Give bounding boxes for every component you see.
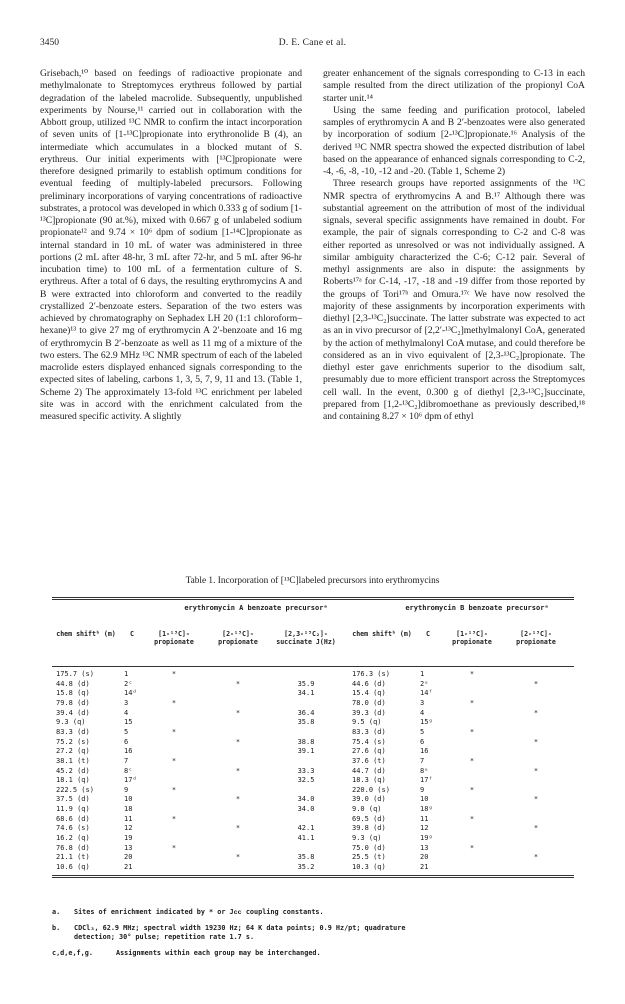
cell-shift-b: 39.8 (d) [352, 824, 386, 833]
cell-1c-b: * [469, 843, 475, 852]
cell-2c-b: * [533, 853, 539, 862]
cell-carbon-a: 13 [124, 843, 133, 852]
footnote-tag: c,d,e,f,g. [52, 948, 93, 957]
cell-1c-a: * [171, 698, 177, 707]
cell-succinate-a: 39.1 [297, 747, 315, 756]
cell-shift-b: 9.0 (q) [352, 805, 382, 814]
footnote-text: CDCl₃, 62.9 MHz; spectral width 19230 Hz; 64 K data points; 0.9 Hz/pt; quadrature [74, 923, 406, 932]
col-header-shift-b: chem shiftᵇ (m) [352, 630, 412, 638]
cell-carbon-a: 11 [124, 814, 133, 823]
cell-shift-a: 18.1 (q) [56, 776, 90, 785]
cell-shift-a: 37.5 (d) [56, 795, 90, 804]
cell-carbon-b: 14ᶠ [420, 689, 433, 698]
cell-2c-b: * [533, 766, 539, 775]
cell-1c-b: * [469, 756, 475, 765]
table-row [52, 757, 574, 767]
cell-carbon-a: 6 [124, 737, 129, 746]
table-bottom-rule [52, 875, 574, 876]
table-row [52, 709, 574, 719]
cell-carbon-b: 17ᶠ [420, 776, 433, 785]
cell-succinate-a: 35.9 [297, 679, 315, 688]
cell-shift-a: 45.2 (d) [56, 766, 90, 775]
footnote-b [52, 924, 574, 934]
cell-shift-a: 79.8 (d) [56, 698, 90, 707]
cell-shift-a: 11.9 (q) [56, 805, 90, 814]
cell-shift-b: 10.3 (q) [352, 863, 386, 871]
col-header-c-b: C [426, 630, 430, 638]
footnote-tag: a. [52, 908, 61, 916]
table-row [52, 728, 574, 738]
cell-shift-a: 76.8 (d) [56, 843, 90, 852]
table-caption: Table 1. Incorporation of [¹³C]labeled precursors into erythromycins [185, 576, 440, 586]
cell-succinate-a: 34.1 [297, 689, 315, 698]
cell-shift-b: 75.0 (d) [352, 843, 386, 852]
cell-carbon-a: 19 [124, 834, 133, 843]
cell-1c-a: * [171, 756, 177, 765]
cell-shift-a: 9.3 (q) [56, 718, 86, 727]
cell-carbon-b: 6 [420, 737, 425, 746]
table-row [52, 805, 574, 815]
cell-shift-a: 38.1 (t) [56, 756, 90, 765]
cell-carbon-b: 15ᵍ [420, 718, 433, 727]
cell-carbon-a: 2ᶜ [124, 679, 133, 688]
cell-succinate-a: 42.1 [297, 824, 315, 833]
cell-shift-b: 44.6 (d) [352, 679, 386, 688]
col-header-2c-a: [2-¹³C]- propionate [218, 630, 258, 646]
cell-carbon-b: 7 [420, 756, 425, 765]
cell-2c-b: * [533, 737, 539, 746]
cell-shift-a: 74.6 (s) [56, 824, 90, 833]
cell-carbon-a: 5 [124, 727, 129, 736]
col-header-succ-a: [2,3-¹³C₂]- succinate J(Hz) [276, 630, 336, 646]
page-number: 3450 [40, 38, 59, 48]
cell-shift-a: 10.6 (q) [56, 863, 90, 871]
table-header-rule [52, 666, 574, 667]
cell-shift-a: 16.2 (q) [56, 834, 90, 843]
cell-1c-b: * [469, 698, 475, 707]
cell-2c-a: * [235, 766, 241, 775]
cell-1c-a: * [171, 814, 177, 823]
running-title: D. E. Cane et al. [278, 38, 347, 48]
cell-succinate-a: 36.4 [297, 708, 315, 717]
col-header-2c-b: [2-¹³C]- propionate [516, 630, 556, 646]
table-row [52, 689, 574, 699]
cell-shift-a: 75.2 (s) [56, 737, 90, 746]
cell-carbon-a: 7 [124, 756, 129, 765]
cell-2c-b: * [533, 679, 539, 688]
footnote-a [52, 908, 574, 918]
cell-carbon-b: 20 [420, 853, 429, 862]
table-bottom-rule [52, 877, 574, 878]
cell-1c-a: * [171, 843, 177, 852]
cell-2c-b: * [533, 824, 539, 833]
footnote-text: Sites of enrichment indicated by * or Jᴄᴄ coupling constants. [74, 908, 324, 916]
cell-succinate-a: 32.5 [297, 776, 315, 785]
cell-carbon-a: 18 [124, 805, 133, 814]
cell-2c-b: * [533, 708, 539, 717]
cell-carbon-b: 5 [420, 727, 425, 736]
cell-carbon-b: 19ᵍ [420, 834, 433, 843]
body-paragraph: Grisebach,¹⁰ based on feedings of radioactive propionate and methylmalonate to Streptomyces erythreus followed by partial degradation of the labeled macrolide. Subsequently, unpublished experiments by Nourse,¹¹ carried out in collaboration with the Abbott group, utilized ¹³C NMR to confirm the intact incorporation of seven units of [1-¹³C]propionate into erythronolide B (4), an intermediate which accumulates in a blocked mutant of S. erythreus. Our initial experiments with [¹³C]propionate were therefore designed primarily to establish optimum conditions for eventual feeding of multiply-labeled precursors. Following preliminary incorporations of varying concentrations of radioactive substrates, a protocol was developed in which 0.333 g of sodium [1-¹³C]propionate (90 at.%), mixed with 0.667 g of unlabeled sodium propionate¹² and 9.74 × 10⁶ dpm of sodium [1-¹⁴C]propionate as internal standard in 10 mL of water was administered in three portions (2 mL after 48-hr, 3 mL after 72-hr, and 5 mL after 96-hr incubation time) to 100 mL of a fermentation culture of S. erythreus. After a total of 6 days, the resulting erythromycins A and B were extracted into chloroform and converted to the readily crystallized 2′-benzoate esters. Separation of the two esters was achieved by chromatography on Sephadex LH 20 (1:1 chloroform–hexane)¹³ to give 27 mg of erythromycin A 2′-benzoate and 16 mg of erythromycin B 2′-benzoate as well as 11 mg of a mixture of the two esters. The 62.9 MHz ¹³C NMR spectrum of each of the labeled macrolide esters displayed enhanced signals corresponding to the expected sites of labeling, carbons 1, 3, 5, 7, 9, 11 and 13. (Table 1, Scheme 2) The approximately 13-fold ¹³C enrichment per labeled site was in accord with the enrichment calculated from the measured specific activity. A slightly [40, 68, 302, 422]
table-row [52, 834, 574, 844]
group-header-a [156, 604, 356, 612]
footnote-b-continuation: detection; 30° pulse; repetition rate 1.7 s. [74, 933, 255, 942]
cell-succinate-a: 38.8 [297, 737, 315, 746]
table-row [52, 767, 574, 777]
group-header-a-text: erythromycin A benzoate precursorᵃ [184, 604, 328, 612]
cell-2c-a: * [235, 853, 241, 862]
cell-carbon-a: 20 [124, 853, 133, 862]
cell-carbon-b: 8ᵉ [420, 766, 429, 775]
cell-shift-b: 176.3 (s) [352, 670, 390, 678]
cell-succinate-a: 34.0 [297, 805, 315, 814]
cell-shift-b: 39.0 (d) [352, 795, 386, 804]
cell-carbon-b: 12 [420, 824, 429, 833]
table-row [52, 680, 574, 690]
cell-1c-b: * [469, 727, 475, 736]
table-row [52, 844, 574, 854]
cell-1c-a: * [171, 785, 177, 794]
table-row [52, 747, 574, 757]
cell-succinate-a: 35.8 [297, 853, 315, 862]
table-footnotes [52, 908, 574, 958]
right-column [323, 68, 585, 423]
cell-carbon-b: 10 [420, 795, 429, 804]
cell-carbon-b: 9 [420, 785, 425, 794]
cell-carbon-a: 10 [124, 795, 133, 804]
cell-carbon-b: 16 [420, 747, 429, 756]
cell-shift-b: 75.4 (s) [352, 737, 386, 746]
cell-1c-b: * [469, 814, 475, 823]
table-row [52, 824, 574, 834]
cell-carbon-a: 17ᵈ [124, 776, 137, 785]
cell-shift-a: 175.7 (s) [56, 670, 94, 678]
cell-shift-a: 27.2 (q) [56, 747, 90, 756]
cell-carbon-a: 4 [124, 708, 129, 717]
cell-carbon-b: 11 [420, 814, 429, 823]
cell-carbon-b: 13 [420, 843, 429, 852]
col-header-shift-a: chem shiftᵇ (m) [56, 630, 116, 638]
cell-shift-a: 21.1 (t) [56, 853, 90, 862]
table-top-rule [52, 597, 574, 598]
cell-2c-a: * [235, 708, 241, 717]
cell-succinate-a: 33.3 [297, 766, 315, 775]
group-header-b [382, 604, 572, 612]
cell-2c-a: * [235, 737, 241, 746]
cell-shift-a: 39.4 (d) [56, 708, 90, 717]
cell-carbon-b: 18ᵍ [420, 805, 433, 814]
cell-carbon-a: 9 [124, 785, 129, 794]
cell-shift-b: 27.6 (q) [352, 747, 386, 756]
cell-shift-a: 68.6 (d) [56, 814, 90, 823]
table-row [52, 776, 574, 786]
footnote-tag: b. [52, 923, 61, 932]
cell-shift-b: 44.7 (d) [352, 766, 386, 775]
cell-shift-b: 25.5 (t) [352, 853, 386, 862]
cell-shift-b: 37.6 (t) [352, 756, 386, 765]
table-top-rule [52, 599, 574, 600]
cell-shift-b: 78.0 (d) [352, 698, 386, 707]
cell-1c-b: * [469, 785, 475, 794]
table-row [52, 786, 574, 796]
col-header-c-a: C [130, 630, 134, 638]
footnote-text: Assignments within each group may be interchanged. [116, 948, 321, 957]
cell-succinate-a: 41.1 [297, 834, 315, 843]
cell-shift-b: 83.3 (d) [352, 727, 386, 736]
cell-carbon-a: 14ᵈ [124, 689, 137, 698]
table-row [52, 795, 574, 805]
cell-carbon-b: 2ᵉ [420, 679, 429, 688]
cell-1c-a: * [171, 670, 177, 678]
table-row [52, 699, 574, 709]
cell-shift-b: 18.3 (q) [352, 776, 386, 785]
cell-shift-b: 69.5 (d) [352, 814, 386, 823]
footnote-cdefg [52, 949, 574, 959]
body-paragraph: Three research groups have reported assignments of the ¹³C NMR spectra of erythromycins A and B.¹⁷ Although there was substantial agreement on the attribution of most of the individual signals, several specific assignments have remained in doubt. For example, the pair of signals corresponding to C-2 and C-8 was either reported as unresolved or was not individually assigned. A similar ambiguity characterized the C-6; C-12 pair. Several of methyl assignments are also in dispute: the assignments by Roberts¹⁷ᵃ for C-14, -17, -18 and -19 differ from those reported by the groups of Tori¹⁷ᵇ and Omura.¹⁷ᶜ We have now resolved the majority of these assignments by incorporation experiments with diethyl [2,3-¹³C₂]succinate. The latter substrate was expected to act as an in vivo precursor of [2,2′-¹³C₂]methylmalonyl CoA, generated by the action of methylmalonyl CoA mutase, and could therefore be considered as an in vivo equivalent of [2,3-¹³C₂]propionate. The diethyl ester gave enrichments superior to the disodium salt, presumably due to more efficient transport across the Streptomyces cell wall. In the event, 0.300 g of diethyl [2,3-¹³C₂]succinate, prepared from [1,2-¹³C₂]dibromoethane as previously described,¹⁸ and containing 8.27 × 10⁶ dpm of ethyl [323, 178, 585, 422]
cell-carbon-a: 8ᶜ [124, 766, 133, 775]
cell-2c-a: * [235, 824, 241, 833]
cell-2c-a: * [235, 679, 241, 688]
cell-carbon-b: 4 [420, 708, 425, 717]
cell-succinate-a: 35.8 [297, 718, 315, 727]
cell-carbon-a: 16 [124, 747, 133, 756]
group-header-b-text: erythromycin B benzoate precursorᵃ [405, 604, 549, 612]
cell-shift-a: 44.8 (d) [56, 679, 90, 688]
cell-1c-a: * [171, 727, 177, 736]
cell-shift-b: 39.3 (d) [352, 708, 386, 717]
table-row [52, 670, 574, 680]
body-paragraph: greater enhancement of the signals corresponding to C-13 in each sample resulted from the direct utilization of the propionyl CoA starter unit.¹⁴ [323, 68, 585, 104]
cell-carbon-a: 15 [124, 718, 133, 727]
table-row [52, 815, 574, 825]
cell-2c-a: * [235, 795, 241, 804]
cell-carbon-a: 3 [124, 698, 129, 707]
cell-2c-b: * [533, 795, 539, 804]
cell-shift-b: 9.3 (q) [352, 834, 382, 843]
table-row [52, 718, 574, 728]
left-column [40, 68, 302, 423]
col-header-1c-b: [1-¹³C]- propionate [452, 630, 492, 646]
cell-shift-a: 83.3 (d) [56, 727, 90, 736]
cell-carbon-b: 3 [420, 698, 425, 707]
cell-shift-b: 9.5 (q) [352, 718, 382, 727]
cell-succinate-a: 35.2 [297, 863, 315, 871]
table-row [52, 853, 574, 863]
cell-carbon-a: 1 [124, 670, 129, 678]
cell-carbon-b: 1 [420, 670, 425, 678]
cell-carbon-a: 12 [124, 824, 133, 833]
table-row [52, 738, 574, 748]
cell-carbon-b: 21 [420, 863, 429, 871]
col-header-1c-a: [1-¹³C]- propionate [154, 630, 194, 646]
table-row [52, 863, 574, 873]
cell-shift-b: 15.4 (q) [352, 689, 386, 698]
cell-shift-b: 220.0 (s) [352, 785, 390, 794]
cell-shift-a: 15.8 (q) [56, 689, 90, 698]
cell-succinate-a: 34.0 [297, 795, 315, 804]
cell-shift-a: 222.5 (s) [56, 785, 94, 794]
page-header [40, 38, 585, 52]
cell-1c-b: * [469, 670, 475, 678]
cell-carbon-a: 21 [124, 863, 133, 871]
body-paragraph: Using the same feeding and purification protocol, labeled samples of erythromycin A and B 2′-benzoates were also generated by incorporation of sodium [2-¹³C]propionate.¹⁶ Analysis of the derived ¹³C NMR spectra showed the expected distribution of label based on the appearance of enhanced signals corresponding to C-2, -4, -6, -8, -10, -12 and -20. (Table 1, Scheme 2) [323, 104, 585, 177]
